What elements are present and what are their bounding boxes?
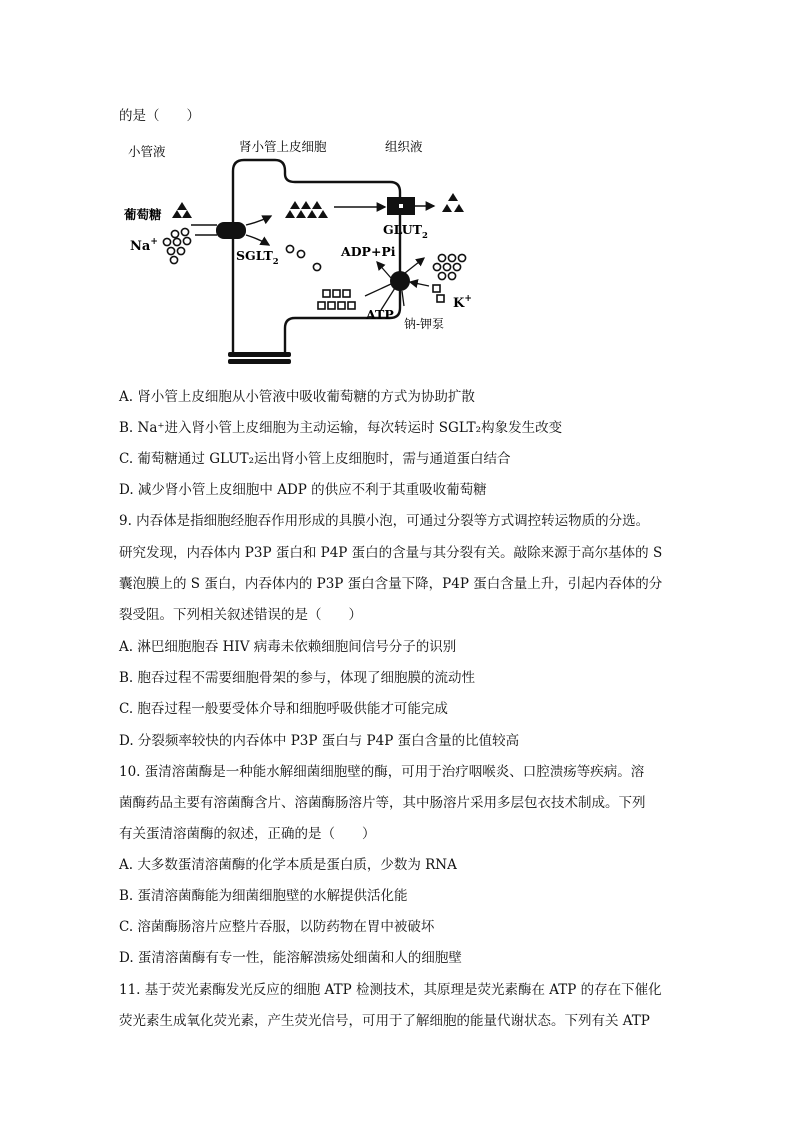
label-glucose: 葡萄糖 (124, 207, 162, 222)
label-epithelial-cell: 肾小管上皮细胞 (239, 139, 327, 154)
glucose-interstitial (442, 193, 464, 212)
q9-stem-line-4: 裂受阻。下列相关叙述错误的是（ ） (119, 607, 362, 623)
q8-option-b: B. Na⁺进入肾小管上皮细胞为主动运输，每次转运时 SGLT₂构象发生改变 (119, 420, 563, 436)
na-ions-interstitial (433, 254, 465, 279)
q10-stem-line-3: 有关蛋清溶菌酶的叙述，正确的是（ ） (119, 826, 376, 842)
q10-option-a: A. 大多数蛋清溶菌酶的化学本质是蛋白质，少数为 RNA (119, 857, 457, 873)
na-k-pump (390, 271, 410, 291)
q11-stem-line-2: 荧光素生成氧化荧光素，产生荧光信号，可用于了解细胞的能量代谢状态。下列有关 ATP (119, 1013, 650, 1029)
q9-stem-line-3: 囊泡膜上的 S 蛋白，内吞体内的 P3P 蛋白含量下降，P4P 蛋白含量上升，引起内吞体的分 (119, 576, 663, 592)
kidney-tubule-transport-diagram (119, 134, 479, 374)
label-adp-pi: ADP+Pi (341, 244, 396, 259)
q8-option-d: D. 减少肾小管上皮细胞中 ADP 的供应不利于其重吸收葡萄糖 (119, 482, 487, 498)
sglt2-transporter (216, 222, 246, 239)
tight-junction (228, 352, 291, 364)
glucose-intracellular (285, 201, 328, 218)
q8-option-a: A. 肾小管上皮细胞从小管液中吸收葡萄糖的方式为协助扩散 (119, 389, 475, 405)
label-sglt2: $SGLT_2$ (236, 248, 279, 267)
label-atp: ATP (366, 307, 394, 322)
q8-option-c: C. 葡萄糖通过 GLUT₂运出肾小管上皮细胞时，需与通道蛋白结合 (119, 451, 511, 467)
q9-option-a: A. 淋巴细胞胞吞 HIV 病毒未依赖细胞间信号分子的识别 (119, 639, 457, 655)
glucose-lumen (172, 202, 192, 218)
k-ions-intracellular (318, 290, 355, 309)
na-ions-lumen (163, 228, 190, 263)
label-lumen: 小管液 (128, 144, 166, 159)
label-na-k-pump: 钠-钾泵 (404, 317, 445, 331)
k-ions-interstitial (433, 285, 444, 302)
q10-stem-line-2: 菌酶药品主要有溶菌酶含片、溶菌酶肠溶片等，其中肠溶片采用多层包衣技术制成。下列 (119, 795, 646, 811)
q9-stem-line-1: 9. 内吞体是指细胞经胞吞作用形成的具膜小泡，可通过分裂等方式调控转运物质的分选。 (119, 513, 650, 529)
label-na: Na+ (130, 237, 158, 254)
label-k: K+ (453, 294, 472, 311)
label-glut2: $GLUT_2$ (383, 222, 428, 241)
q9-option-c: C. 胞吞过程一般要受体介导和细胞呼吸供能才可能完成 (119, 701, 448, 717)
q10-option-b: B. 蛋清溶菌酶能为细菌细胞壁的水解提供活化能 (119, 888, 408, 904)
glut2-transporter (387, 197, 415, 215)
label-interstitial-fluid: 组织液 (385, 139, 423, 154)
q11-stem-line-1: 11. 基于荧光素酶发光反应的细胞 ATP 检测技术，其原理是荧光素酶在 ATP 的存在下催化 (119, 982, 662, 998)
na-ions-intracellular (286, 245, 320, 270)
q9-stem-line-2: 研究发现，内吞体内 P3P 蛋白和 P4P 蛋白的含量与其分裂有关。敲除来源于高尔基体的 S (119, 545, 663, 561)
q9-option-b: B. 胞吞过程不需要细胞骨架的参与，体现了细胞膜的流动性 (119, 670, 476, 686)
q10-stem-line-1: 10. 蛋清溶菌酶是一种能水解细菌细胞壁的酶，可用于治疗咽喉炎、口腔溃疡等疾病。溶 (119, 764, 645, 780)
question-8-stem-fragment: 的是（ ） (119, 108, 200, 124)
q10-option-c: C. 溶菌酶肠溶片应整片吞服，以防药物在胃中被破坏 (119, 919, 435, 935)
q9-option-d: D. 分裂频率较快的内吞体中 P3P 蛋白与 P4P 蛋白含量的比值较高 (119, 733, 520, 749)
q10-option-d: D. 蛋清溶菌酶有专一性，能溶解溃疡处细菌和人的细胞壁 (119, 950, 462, 966)
